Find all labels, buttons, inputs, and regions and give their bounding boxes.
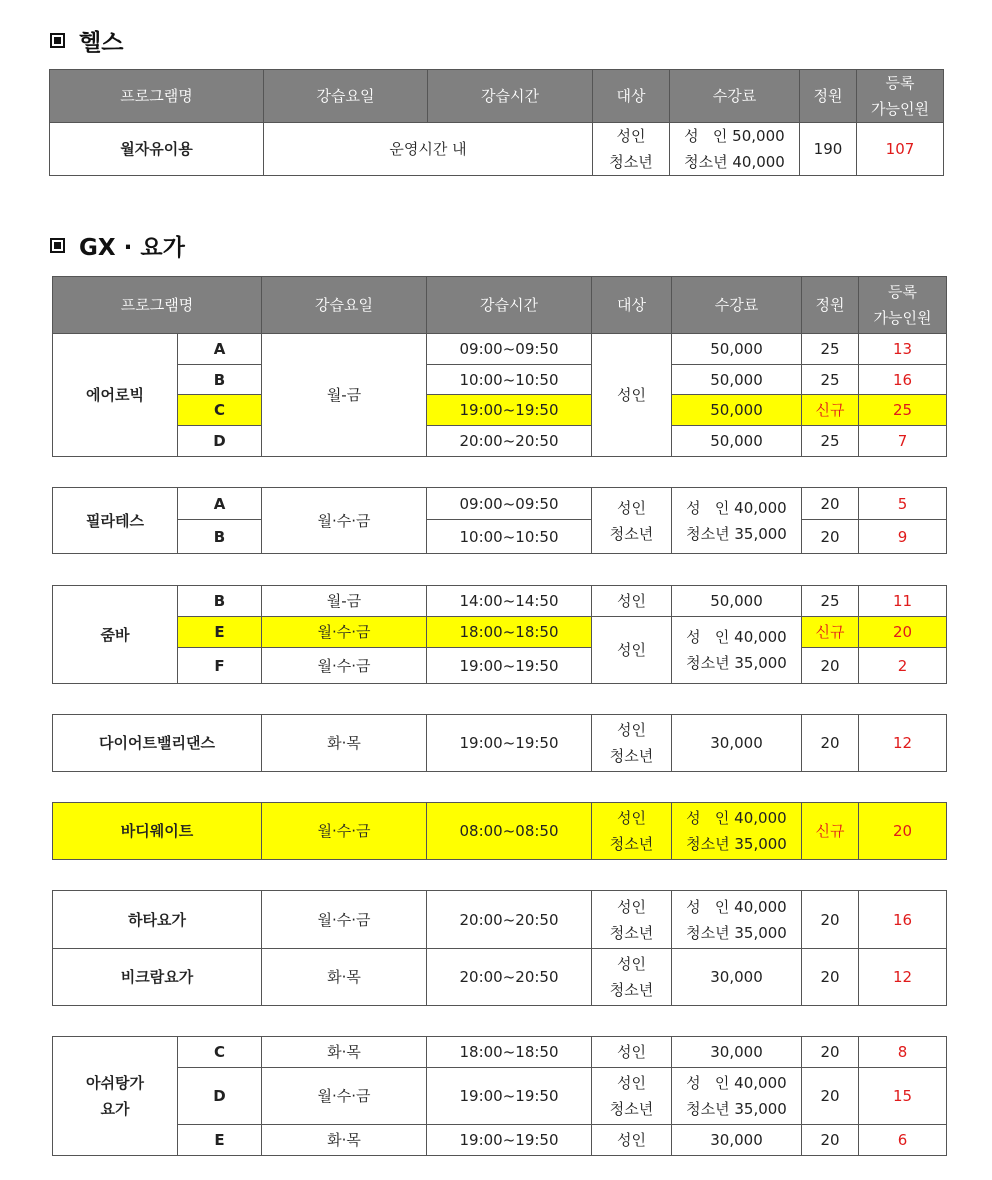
capacity: 20: [802, 891, 859, 949]
table-row: [53, 1068, 947, 1125]
header-days: 강습요일: [264, 70, 428, 123]
time: 19:00~19:50: [427, 648, 592, 684]
table-row: [53, 520, 947, 554]
header-capacity: 정원: [802, 277, 859, 334]
available: 12: [859, 949, 947, 1006]
table-row: [53, 1125, 947, 1156]
available: 6: [859, 1125, 947, 1156]
header-time: 강습시간: [427, 277, 592, 334]
days: 월·수·금: [262, 648, 427, 684]
capacity-new: 신규: [802, 395, 859, 426]
table-row: [53, 365, 947, 395]
class-code: C: [178, 1037, 262, 1068]
capacity-new: 신규: [802, 803, 859, 860]
time: 18:00~18:50: [427, 1037, 592, 1068]
program-name: 월자유이용: [50, 123, 264, 176]
class-code: A: [178, 334, 262, 365]
capacity: 20: [802, 520, 859, 554]
days: 화·목: [262, 1037, 427, 1068]
header-capacity: 정원: [800, 70, 857, 123]
table-row-highlighted: [53, 803, 947, 860]
target: 성인: [592, 586, 672, 617]
program-name: 다이어트밸리댄스: [53, 715, 262, 772]
time: 08:00~08:50: [427, 803, 592, 860]
available: 11: [859, 586, 947, 617]
fee: 성 인 40,000 청소년 35,000: [686, 897, 787, 942]
program-name: 하타요가: [53, 891, 262, 949]
available: 5: [859, 488, 947, 520]
gx-table-ashtanga: [52, 1036, 947, 1156]
table-row: [53, 334, 947, 365]
class-code: F: [178, 648, 262, 684]
table-row: [53, 949, 947, 1006]
days: 월·수·금: [262, 891, 427, 949]
gx-table-bodyweight: [52, 802, 947, 860]
capacity: 20: [802, 648, 859, 684]
target: 성인: [592, 334, 672, 457]
class-code: B: [178, 586, 262, 617]
days: 월·수·금: [262, 488, 427, 554]
table-row: [53, 426, 947, 457]
fee: 성 인 50,000 청소년 40,000: [684, 127, 785, 171]
class-code: E: [178, 617, 262, 648]
gx-table-pilates: [52, 487, 947, 554]
time: 19:00~19:50: [427, 715, 592, 772]
available: 20: [859, 617, 947, 648]
target: 성인 청소년: [592, 715, 672, 772]
days: 화·목: [262, 949, 427, 1006]
class-code: D: [178, 1068, 262, 1125]
available: 16: [859, 365, 947, 395]
capacity: 20: [802, 1125, 859, 1156]
table-row: [50, 123, 944, 176]
operating-time: 운영시간 내: [264, 123, 593, 176]
header-available: 등록 가능인원: [859, 277, 947, 334]
program-name: 필라테스: [53, 488, 178, 554]
gx-table-diet: [52, 714, 947, 772]
class-code: D: [178, 426, 262, 457]
target: 성인 청소년: [592, 949, 672, 1006]
header-fee: 수강료: [670, 70, 800, 123]
program-name: 줌바: [53, 586, 178, 684]
time: 20:00~20:50: [427, 949, 592, 1006]
target: 성인: [592, 1037, 672, 1068]
fee: 30,000: [672, 949, 802, 1006]
available: 13: [859, 334, 947, 365]
gx-table-zumba: [52, 585, 947, 684]
available: 107: [857, 123, 944, 176]
capacity: 20: [802, 949, 859, 1006]
section-heading-gx: [50, 229, 185, 262]
section-title: GX · 요가: [79, 235, 185, 261]
header-target: 대상: [593, 70, 670, 123]
available: 2: [859, 648, 947, 684]
health-table: [49, 69, 944, 176]
header-fee: 수강료: [672, 277, 802, 334]
section-title: 헬스: [79, 30, 124, 56]
capacity: 20: [802, 715, 859, 772]
days: 화·목: [262, 715, 427, 772]
header-program: 프로그램명: [50, 70, 264, 123]
time: 19:00~19:50: [427, 395, 592, 426]
target: 성인 청소년: [592, 1068, 672, 1125]
available: 20: [859, 803, 947, 860]
capacity: 20: [802, 1068, 859, 1125]
fee: 30,000: [672, 1125, 802, 1156]
time: 09:00~09:50: [427, 334, 592, 365]
available: 25: [859, 395, 947, 426]
table-row: [53, 648, 947, 684]
capacity: 25: [802, 586, 859, 617]
class-code: E: [178, 1125, 262, 1156]
fee: 30,000: [672, 715, 802, 772]
capacity: 25: [802, 334, 859, 365]
table-row: [53, 715, 947, 772]
square-bullet-icon: [50, 238, 65, 253]
time: 14:00~14:50: [427, 586, 592, 617]
days: 월·수·금: [262, 1068, 427, 1125]
target: 성인 청소년: [592, 803, 672, 860]
target: 성인: [592, 1125, 672, 1156]
target: 성인 청소년: [592, 891, 672, 949]
fee: 성 인 40,000 청소년 35,000: [686, 809, 787, 853]
days: 월-금: [262, 586, 427, 617]
available: 15: [859, 1068, 947, 1125]
target: 성인 청소년: [592, 488, 672, 554]
capacity: 20: [802, 488, 859, 520]
table-row: [53, 488, 947, 520]
capacity: 25: [802, 365, 859, 395]
section-heading-health: [50, 24, 123, 57]
available: 12: [859, 715, 947, 772]
table-row-highlighted: [53, 395, 947, 426]
header-time: 강습시간: [428, 70, 593, 123]
time: 10:00~10:50: [427, 520, 592, 554]
available: 16: [859, 891, 947, 949]
target: 성인 청소년: [593, 123, 670, 176]
program-name: 아쉬탕가 요가: [53, 1037, 178, 1156]
fee: 성 인 40,000 청소년 35,000: [686, 1074, 787, 1118]
available: 7: [859, 426, 947, 457]
time: 20:00~20:50: [427, 891, 592, 949]
class-code: C: [178, 395, 262, 426]
class-code: B: [178, 365, 262, 395]
fee: 성 인 40,000 청소년 35,000: [686, 628, 787, 672]
gx-table-aerobic: [52, 276, 947, 457]
square-bullet-icon: [50, 33, 65, 48]
header-program: 프로그램명: [53, 277, 262, 334]
available: 9: [859, 520, 947, 554]
time: 10:00~10:50: [427, 365, 592, 395]
program-name: 바디웨이트: [53, 803, 262, 860]
class-code: B: [178, 520, 262, 554]
capacity-new: 신규: [802, 617, 859, 648]
time: 18:00~18:50: [427, 617, 592, 648]
days: 화·목: [262, 1125, 427, 1156]
fee: 30,000: [672, 1037, 802, 1068]
capacity: 25: [802, 426, 859, 457]
fee: 50,000: [672, 334, 802, 365]
available: 8: [859, 1037, 947, 1068]
gx-table-yoga: [52, 890, 947, 1006]
days: 월·수·금: [262, 803, 427, 860]
fee: 50,000: [672, 586, 802, 617]
fee: 성 인 40,000 청소년 35,000: [686, 498, 787, 543]
days: 월·수·금: [262, 617, 427, 648]
header-target: 대상: [592, 277, 672, 334]
header-days: 강습요일: [262, 277, 427, 334]
table-row: [53, 586, 947, 617]
fee: 50,000: [672, 365, 802, 395]
time: 19:00~19:50: [427, 1125, 592, 1156]
program-name: 비크람요가: [53, 949, 262, 1006]
table-header-row: [50, 70, 944, 123]
time: 09:00~09:50: [427, 488, 592, 520]
fee: 50,000: [672, 395, 802, 426]
table-row: [53, 1037, 947, 1068]
table-header-row: [53, 277, 947, 334]
capacity: 190: [800, 123, 857, 176]
target: 성인: [592, 617, 672, 684]
table-row: [53, 891, 947, 949]
table-row-highlighted: [53, 617, 947, 648]
capacity: 20: [802, 1037, 859, 1068]
fee: 50,000: [672, 426, 802, 457]
time: 19:00~19:50: [427, 1068, 592, 1125]
program-name: 에어로빅: [53, 334, 178, 457]
header-available: 등록 가능인원: [857, 70, 944, 123]
days: 월-금: [262, 334, 427, 457]
time: 20:00~20:50: [427, 426, 592, 457]
class-code: A: [178, 488, 262, 520]
